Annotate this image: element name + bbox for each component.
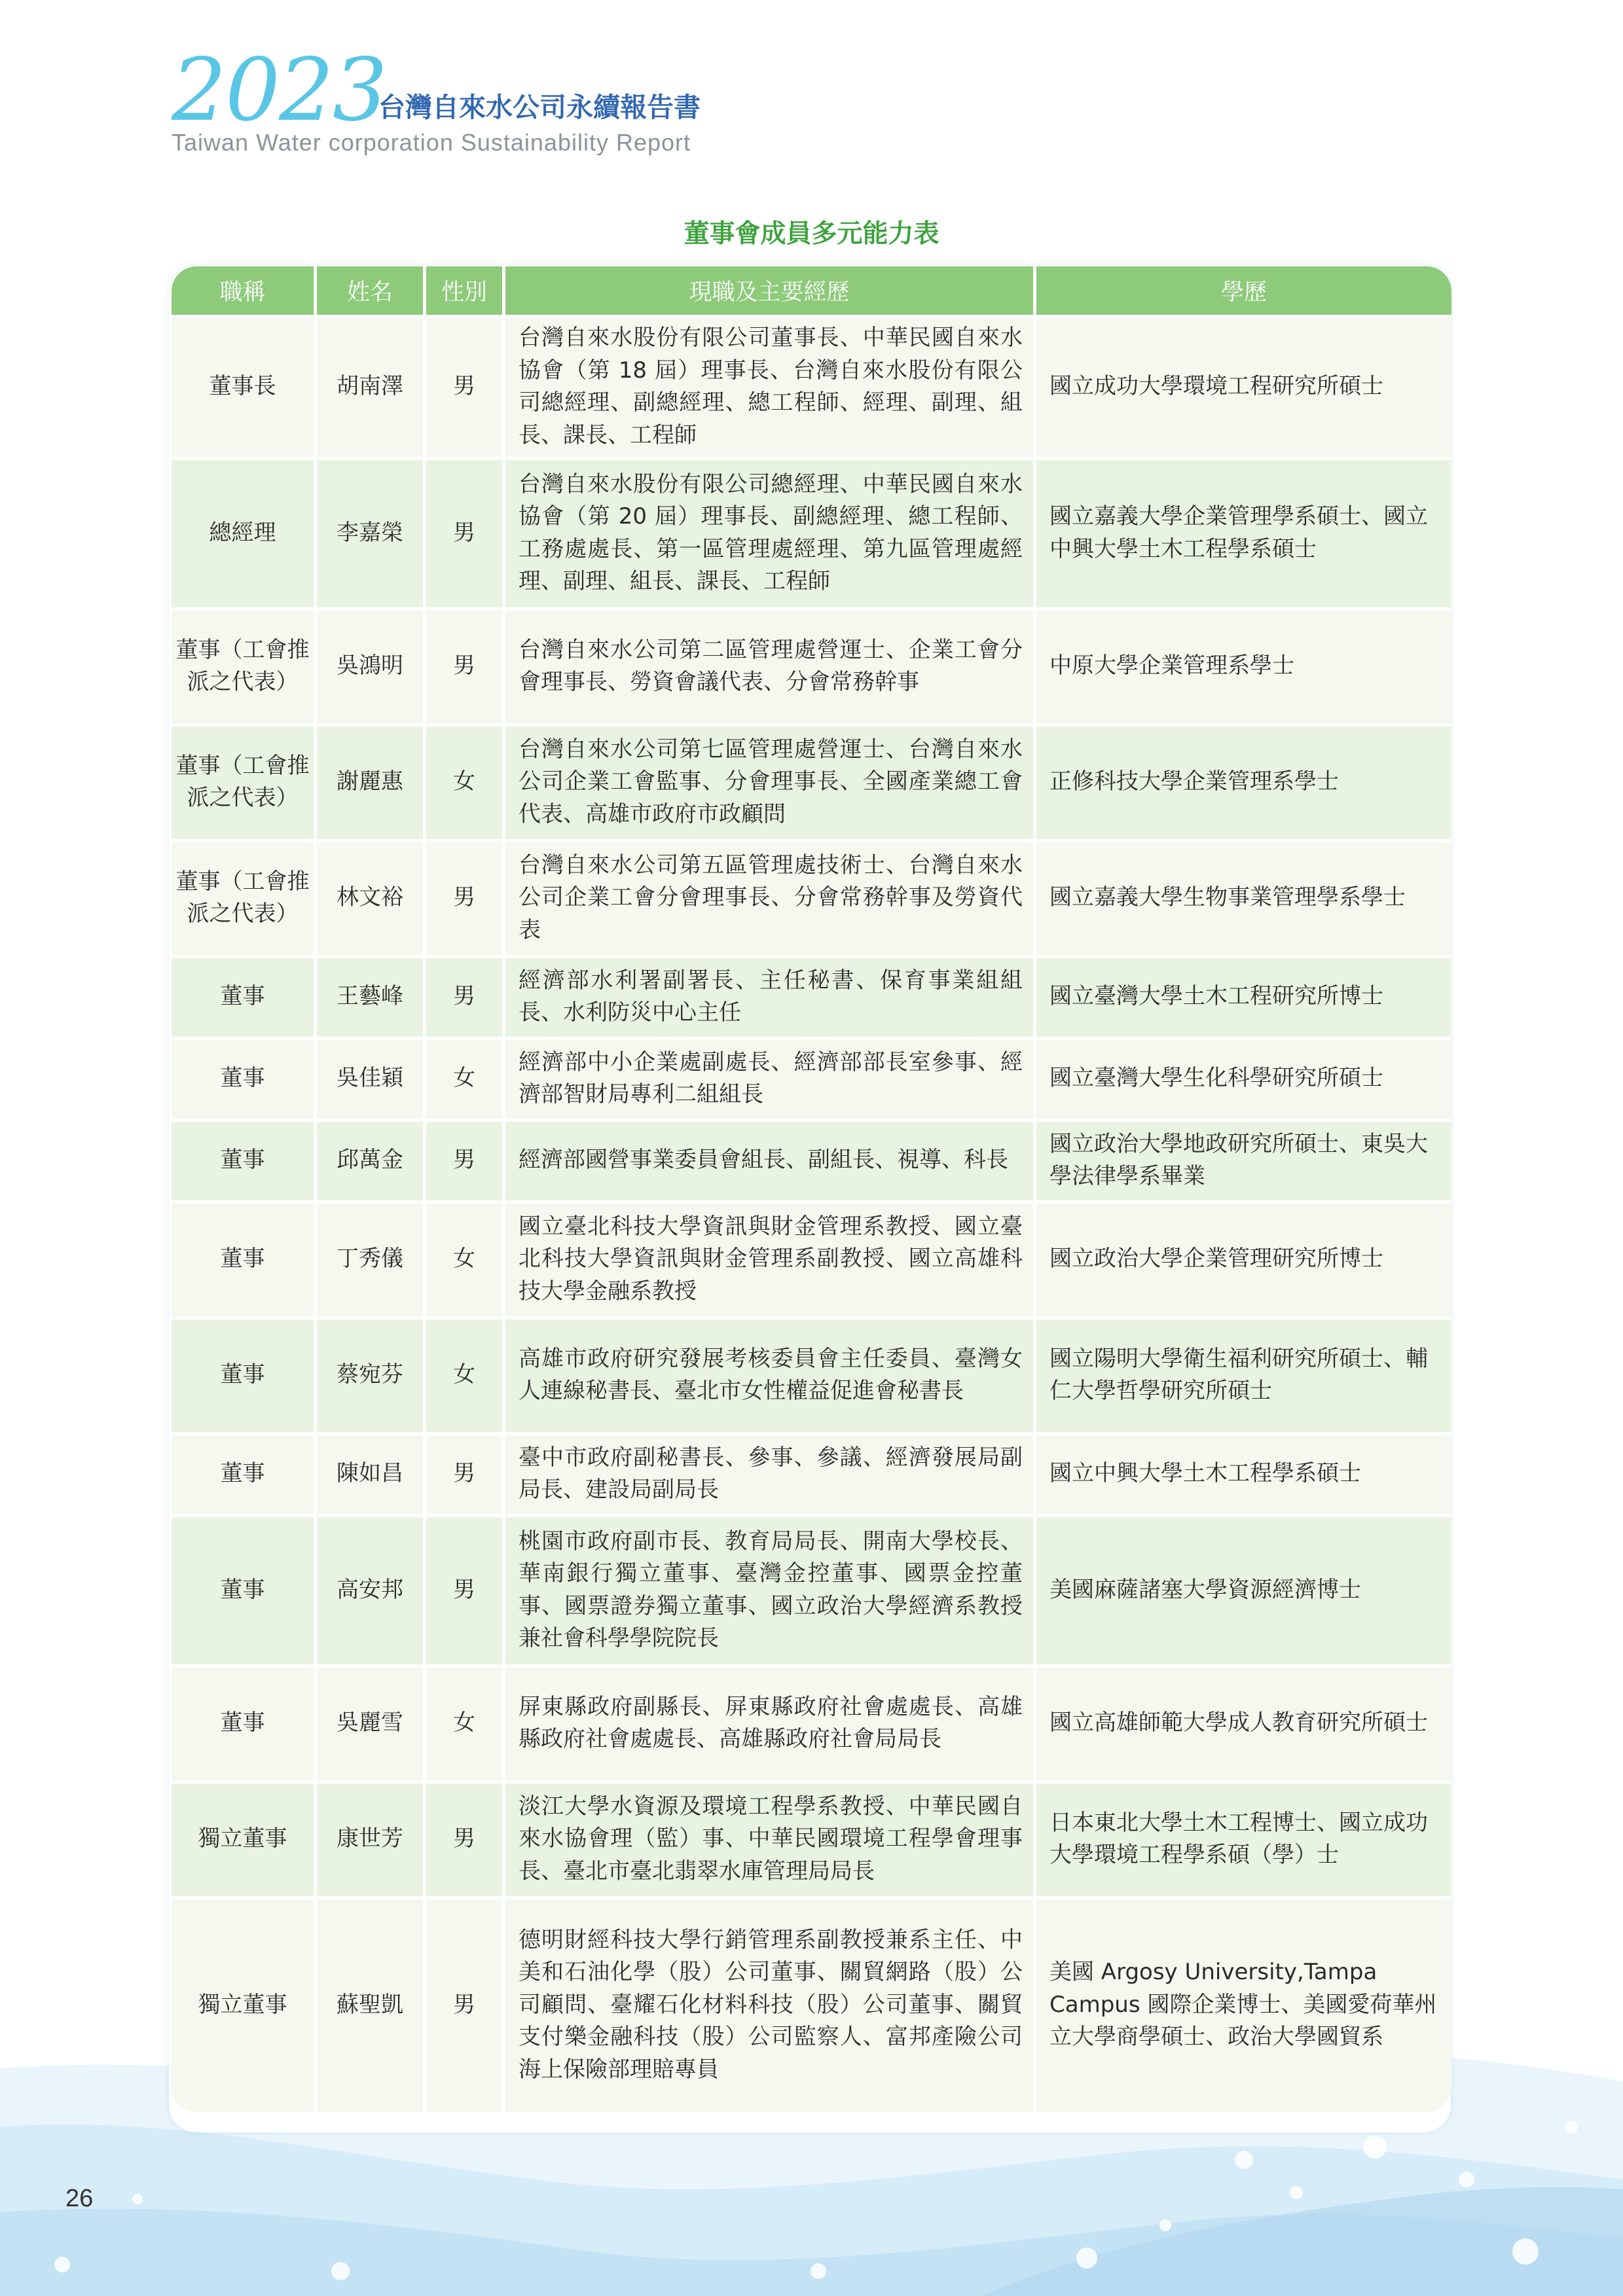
cell-experience: 經濟部國營事業委員會組長、副組長、視導、科長	[505, 1122, 1033, 1200]
cell-gender: 女	[426, 1040, 502, 1119]
cell-education: 日本東北大學土木工程博士、國立成功大學環境工程學系碩（學）士	[1036, 1784, 1451, 1896]
report-year: 2023	[172, 40, 386, 141]
cell-title: 董事	[172, 1517, 314, 1664]
cell-name: 吳麗雪	[317, 1668, 423, 1780]
cell-title: 董事長	[172, 318, 314, 457]
cell-name: 高安邦	[317, 1517, 423, 1664]
cell-title: 董事（工會推派之代表）	[172, 611, 314, 723]
cell-education: 國立臺灣大學土木工程研究所博士	[1036, 958, 1451, 1037]
cell-name: 林文裕	[317, 842, 423, 955]
cell-name: 蔡宛芬	[317, 1319, 423, 1432]
cell-title: 董事	[172, 1040, 314, 1119]
cell-name: 吳佳穎	[317, 1040, 423, 1119]
cell-name: 邱萬金	[317, 1122, 423, 1200]
cell-gender: 女	[426, 726, 502, 839]
cell-education: 國立中興大學土木工程學系碩士	[1036, 1435, 1451, 1514]
cell-name: 王藝峰	[317, 958, 423, 1037]
table-row	[172, 460, 1451, 607]
cell-title: 董事（工會推派之代表）	[172, 842, 314, 955]
cell-title: 總經理	[172, 460, 314, 607]
cell-education: 國立陽明大學衛生福利研究所碩士、輔仁大學哲學研究所碩士	[1036, 1319, 1451, 1432]
cell-gender: 男	[426, 1899, 502, 2112]
cell-title: 獨立董事	[172, 1784, 314, 1896]
cell-name: 陳如昌	[317, 1435, 423, 1514]
cell-education: 國立臺灣大學生化科學研究所碩士	[1036, 1040, 1451, 1119]
cell-education: 國立嘉義大學生物事業管理學系學士	[1036, 842, 1451, 955]
column-header-experience: 現職及主要經歷	[505, 266, 1033, 315]
cell-title: 董事	[172, 1122, 314, 1200]
cell-experience: 經濟部水利署副署長、主任秘書、保育事業組組長、水利防災中心主任	[505, 958, 1033, 1037]
cell-gender: 男	[426, 460, 502, 607]
cell-experience: 台灣自來水股份有限公司董事長、中華民國自來水協會（第 18 屆）理事長、台灣自來水股份有限公司總經理、副總經理、總工程師、經理、副理、組長、課長、工程師	[505, 318, 1033, 457]
cell-title: 董事	[172, 1204, 314, 1316]
table-row	[172, 318, 1451, 457]
cell-gender: 男	[426, 318, 502, 457]
table-row	[172, 1784, 1451, 1896]
cell-name: 康世芳	[317, 1784, 423, 1896]
cell-name: 丁秀儀	[317, 1204, 423, 1316]
cell-education: 美國 Argosy University,Tampa Campus 國際企業博士、美國愛荷華州立大學商學碩士、政治大學國貿系	[1036, 1899, 1451, 2112]
cell-title: 獨立董事	[172, 1899, 314, 2112]
page-number: 26	[65, 2185, 94, 2212]
table-row	[172, 842, 1451, 955]
cell-education: 中原大學企業管理系學士	[1036, 611, 1451, 723]
cell-gender: 男	[426, 611, 502, 723]
cell-gender: 男	[426, 1517, 502, 1664]
cell-gender: 女	[426, 1319, 502, 1432]
column-header-name: 姓名	[317, 266, 423, 315]
table-row	[172, 1668, 1451, 1780]
cell-education: 國立政治大學地政研究所碩士、東吳大學法律學系畢業	[1036, 1122, 1451, 1200]
table-row	[172, 958, 1451, 1037]
cell-title: 董事	[172, 1668, 314, 1780]
cell-experience: 台灣自來水股份有限公司總經理、中華民國自來水協會（第 20 屆）理事長、副總經理、總工程師、工務處處長、第一區管理處經理、第九區管理處經理、副理、組長、課長、工程師	[505, 460, 1033, 607]
table-row	[172, 611, 1451, 723]
board-diversity-table	[168, 263, 1455, 2115]
cell-gender: 男	[426, 1784, 502, 1896]
cell-title: 董事	[172, 1435, 314, 1514]
cell-experience: 德明財經科技大學行銷管理系副教授兼系主任、中美和石油化學（股）公司董事、關貿網路（股）公司顧問、臺耀石化材料科技（股）公司董事、關貿支付樂金融科技（股）公司監察人、富邦產險公司海上保險部理賠專員	[505, 1899, 1033, 2112]
table-row	[172, 1899, 1451, 2112]
cell-education: 正修科技大學企業管理系學士	[1036, 726, 1451, 839]
cell-name: 謝麗惠	[317, 726, 423, 839]
cell-gender: 男	[426, 842, 502, 955]
table-row	[172, 1204, 1451, 1316]
table-header-row	[172, 266, 1451, 315]
cell-gender: 男	[426, 1435, 502, 1514]
cell-education: 美國麻薩諸塞大學資源經濟博士	[1036, 1517, 1451, 1664]
cell-title: 董事	[172, 958, 314, 1037]
cell-education: 國立政治大學企業管理研究所博士	[1036, 1204, 1451, 1316]
cell-experience: 桃園市政府副市長、教育局局長、開南大學校長、華南銀行獨立董事、臺灣金控董事、國票金控董事、國票證券獨立董事、國立政治大學經濟系教授兼社會科學學院院長	[505, 1517, 1033, 1664]
column-header-gender: 性別	[426, 266, 502, 315]
report-title: 台灣自來水公司永續報告書	[378, 92, 701, 123]
column-header-education: 學歷	[1036, 266, 1451, 315]
cell-experience: 淡江大學水資源及環境工程學系教授、中華民國自來水協會理（監）事、中華民國環境工程學會理事長、臺北市臺北翡翠水庫管理局局長	[505, 1784, 1033, 1896]
cell-title: 董事（工會推派之代表）	[172, 726, 314, 839]
cell-name: 蘇聖凱	[317, 1899, 423, 2112]
table-row	[172, 1122, 1451, 1200]
table-title: 董事會成員多元能力表	[684, 219, 939, 249]
cell-name: 胡南澤	[317, 318, 423, 457]
cell-title: 董事	[172, 1319, 314, 1432]
cell-name: 李嘉榮	[317, 460, 423, 607]
table-row	[172, 1319, 1451, 1432]
cell-experience: 臺中市政府副秘書長、參事、參議、經濟發展局副局長、建設局副局長	[505, 1435, 1033, 1514]
cell-experience: 經濟部中小企業處副處長、經濟部部長室參事、經濟部智財局專利二組組長	[505, 1040, 1033, 1119]
cell-name: 吳鴻明	[317, 611, 423, 723]
cell-gender: 男	[426, 1122, 502, 1200]
cell-experience: 台灣自來水公司第七區管理處營運士、台灣自來水公司企業工會監事、分會理事長、全國產業總工會代表、高雄市政府市政顧問	[505, 726, 1033, 839]
cell-education: 國立嘉義大學企業管理學系碩士、國立中興大學土木工程學系碩士	[1036, 460, 1451, 607]
cell-experience: 國立臺北科技大學資訊與財金管理系教授、國立臺北科技大學資訊與財金管理系副教授、國立高雄科技大學金融系教授	[505, 1204, 1033, 1316]
cell-gender: 男	[426, 958, 502, 1037]
table-row	[172, 1517, 1451, 1664]
table-row	[172, 1040, 1451, 1119]
cell-experience: 屏東縣政府副縣長、屏東縣政府社會處處長、高雄縣政府社會處處長、高雄縣政府社會局局長	[505, 1668, 1033, 1780]
cell-education: 國立高雄師範大學成人教育研究所碩士	[1036, 1668, 1451, 1780]
cell-experience: 台灣自來水公司第五區管理處技術士、台灣自來水公司企業工會分會理事長、分會常務幹事及勞資代表	[505, 842, 1033, 955]
column-header-title: 職稱	[172, 266, 314, 315]
cell-gender: 女	[426, 1668, 502, 1780]
table-row	[172, 1435, 1451, 1514]
cell-gender: 女	[426, 1204, 502, 1316]
table-row	[172, 726, 1451, 839]
report-subtitle: Taiwan Water corporation Sustainability Report	[172, 129, 691, 156]
cell-experience: 高雄市政府研究發展考核委員會主任委員、臺灣女人連線秘書長、臺北市女性權益促進會秘書長	[505, 1319, 1033, 1432]
cell-education: 國立成功大學環境工程研究所碩士	[1036, 318, 1451, 457]
cell-experience: 台灣自來水公司第二區管理處營運士、企業工會分會理事長、勞資會議代表、分會常務幹事	[505, 611, 1033, 723]
